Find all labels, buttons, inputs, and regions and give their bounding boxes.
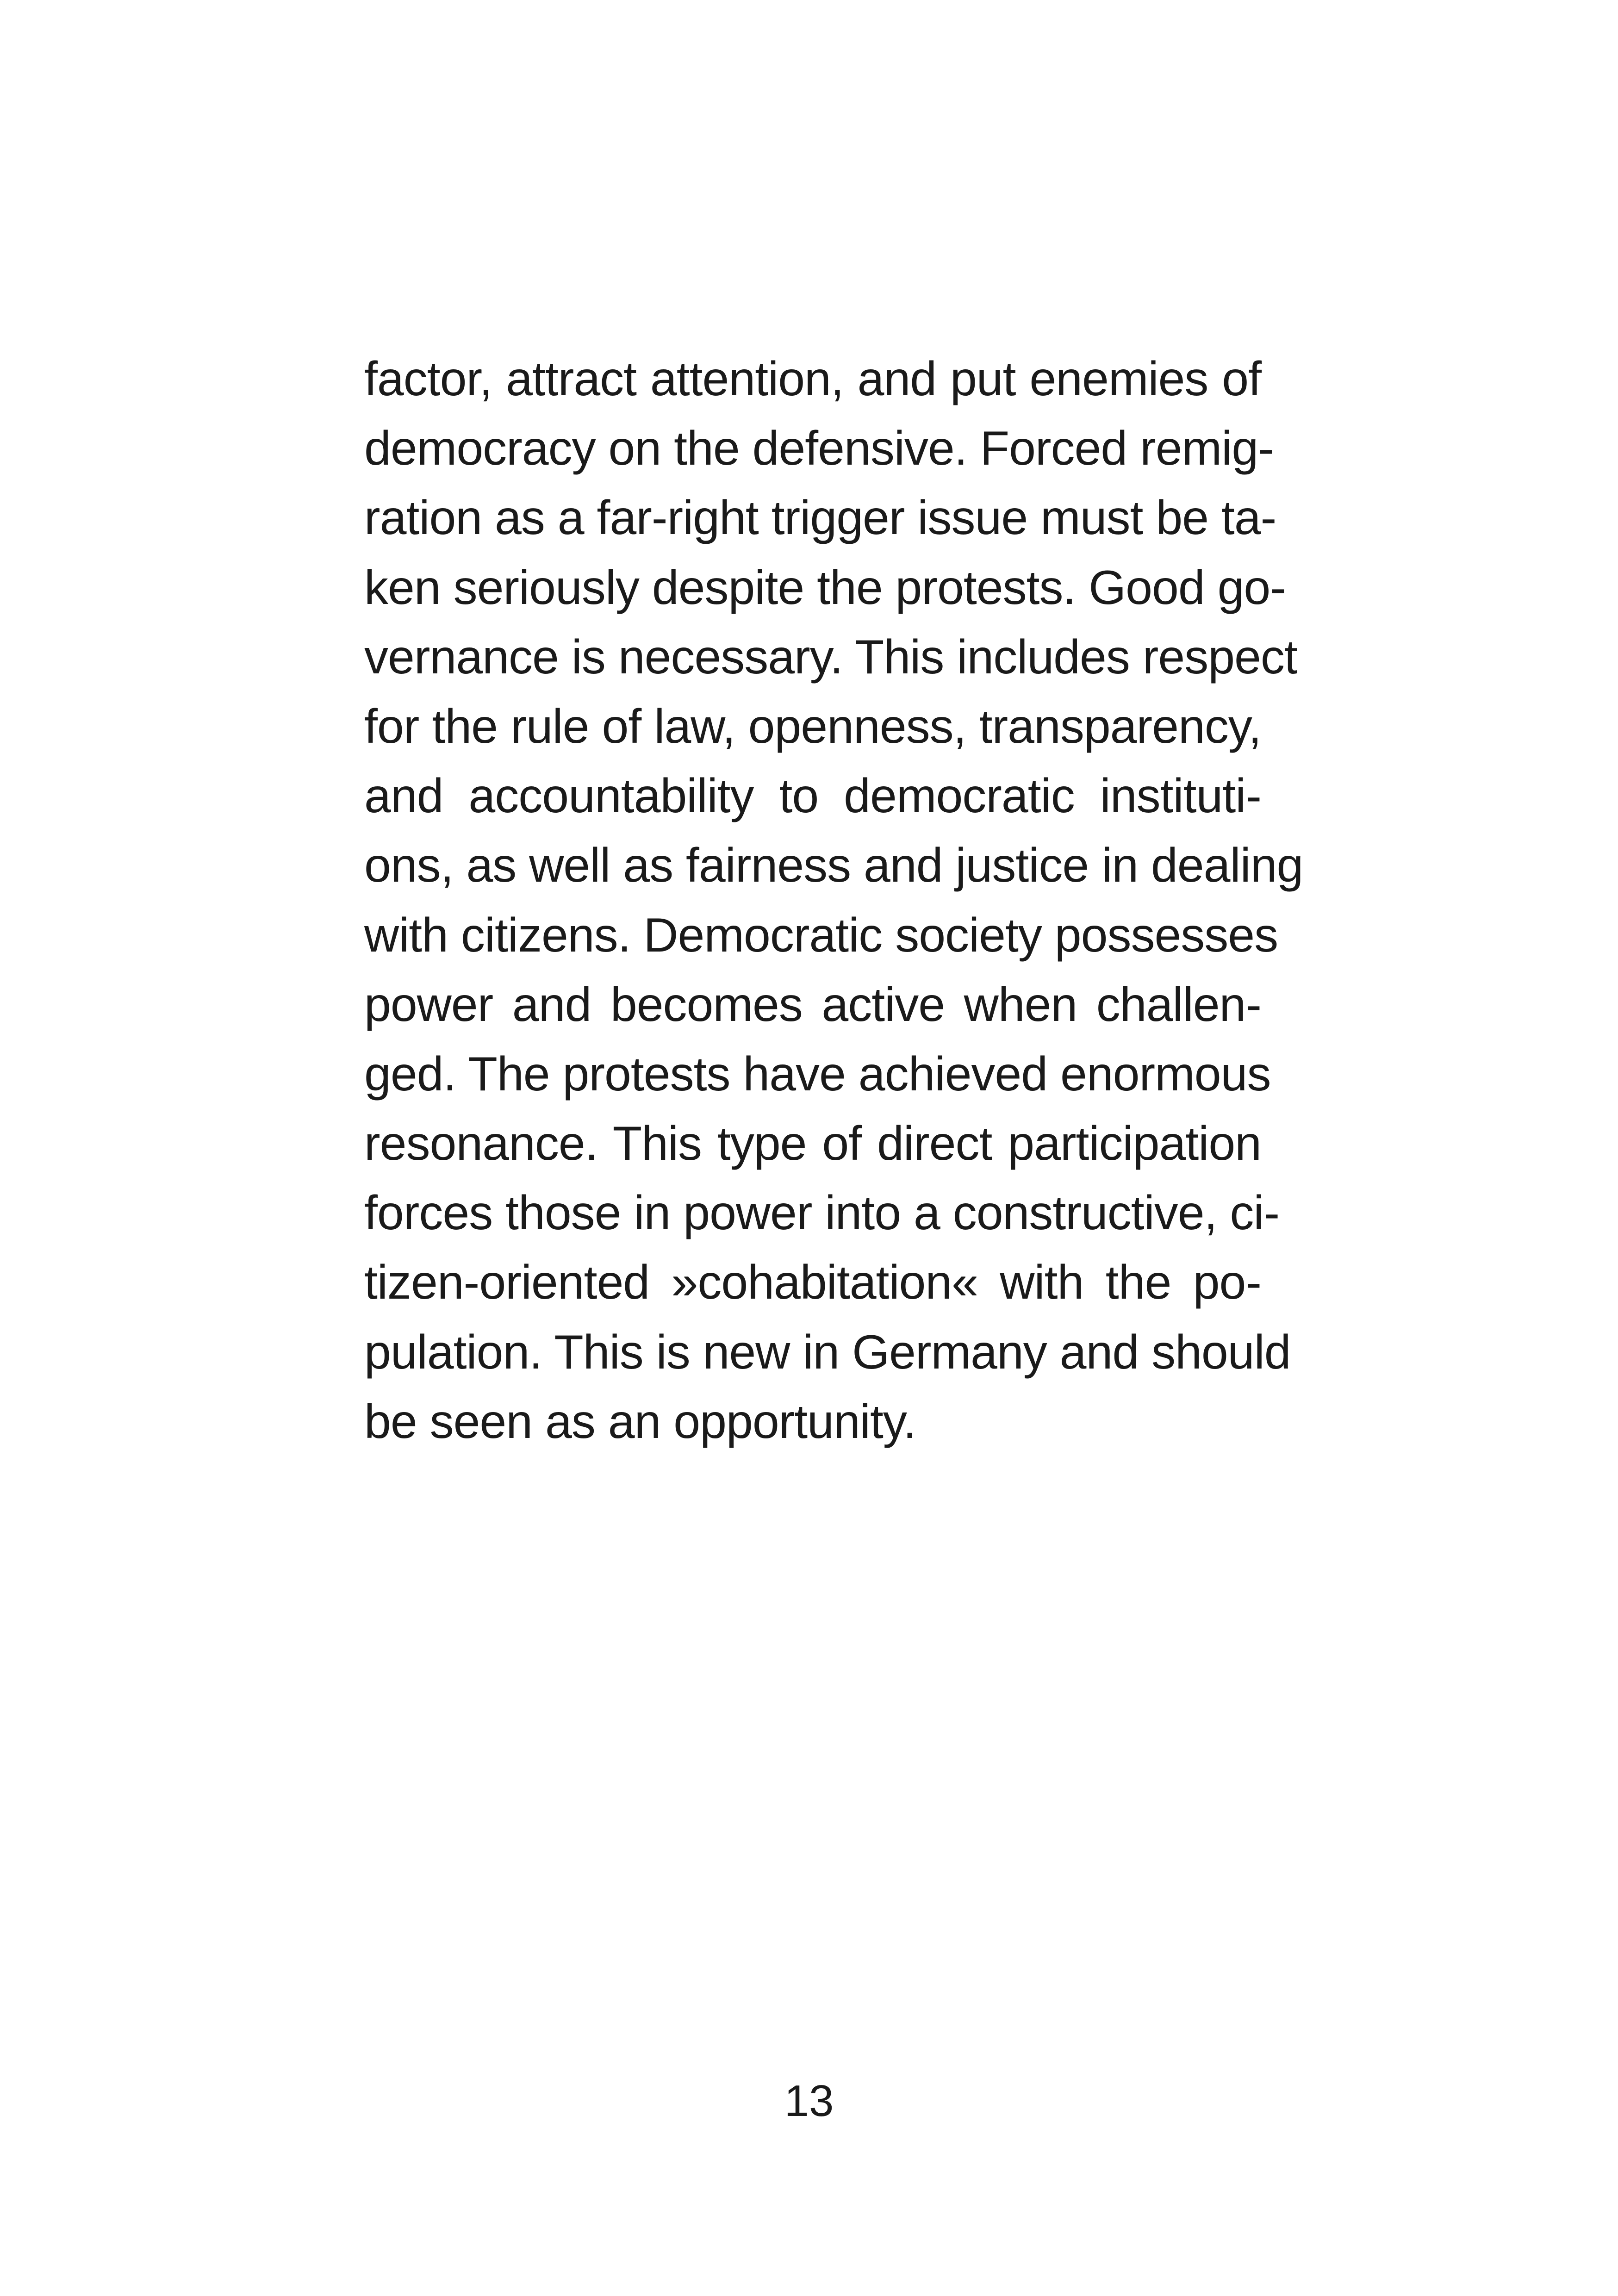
body-text [364,344,1303,1456]
text-line: pulation. This is new in Germany and should [364,1325,1291,1379]
text-line: ons, as well as fairness and justice in dealing [364,839,1303,893]
text-line: with citizens. Democratic society possesses [364,908,1278,962]
text-line: ken seriously despite the protests. Good go- [364,560,1286,615]
text-line: democracy on the defensive. Forced remig- [364,422,1274,476]
text-line: resonance. This type of direct participation [364,1117,1261,1171]
text-line: forces those in power into a constructive, ci- [364,1186,1280,1240]
page-number: 13 [784,2076,834,2126]
text-line: tizen-oriented »cohabitation« with the po- [364,1256,1261,1310]
text-line: power and becomes active when challen- [364,977,1261,1032]
text-line: ration as a far-right trigger issue must be ta- [364,491,1276,545]
text-line: be seen as an opportunity. [364,1394,916,1449]
text-line: vernance is necessary. This includes respect [364,630,1297,684]
text-line: factor, attract attention, and put enemies of [364,352,1261,406]
text-line: and accountability to democratic instituti- [364,769,1261,823]
text-line: ged. The protests have achieved enormous [364,1047,1271,1101]
text-line: for the rule of law, openness, transparency, [364,699,1261,753]
